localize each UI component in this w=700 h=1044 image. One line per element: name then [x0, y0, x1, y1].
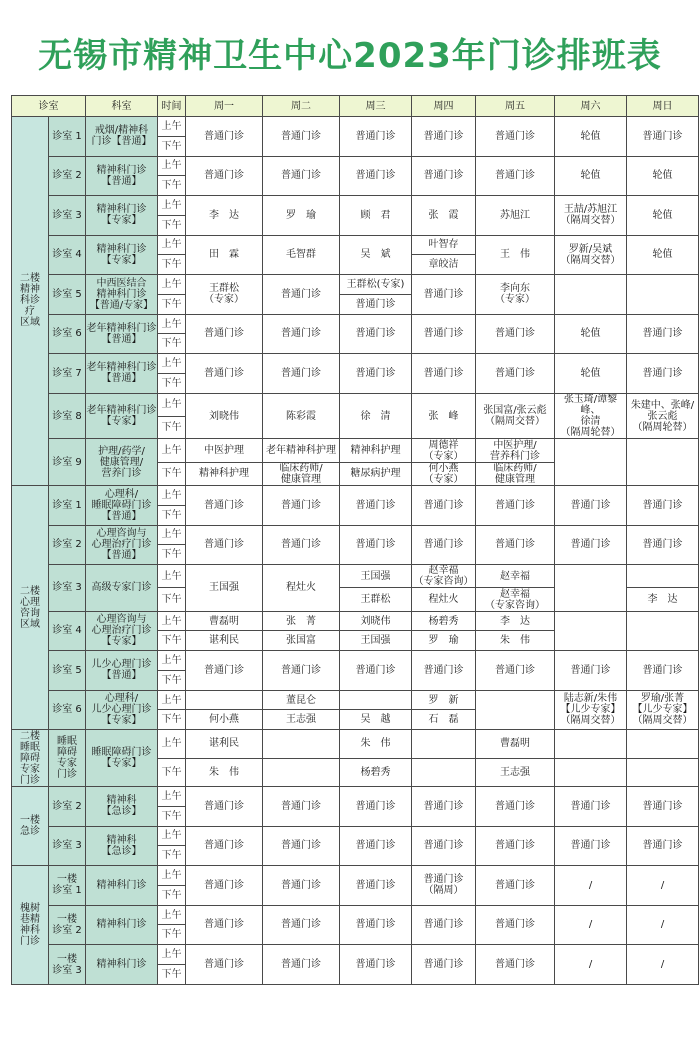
period-label: 上午: [158, 866, 186, 886]
area-label: 槐树 巷精 神科 门诊: [12, 866, 49, 985]
schedule-row: [12, 651, 699, 671]
dept-label: 心理咨询与 心理治疗门诊 【专家】: [86, 611, 158, 651]
schedule-cell: 普通门诊: [263, 117, 340, 157]
schedule-cell: [555, 275, 627, 315]
schedule-cell: 何小燕 （专家）: [412, 462, 476, 485]
dept-label: 心理科/ 儿少心理门诊 【专家】: [86, 690, 158, 730]
schedule-cell: 普通门诊: [555, 651, 627, 691]
schedule-cell: 精神科护理: [340, 439, 412, 462]
period-label: 下午: [158, 255, 186, 275]
schedule-cell: 老年精神科护理: [263, 439, 340, 462]
period-label: 上午: [158, 393, 186, 416]
schedule-cell: 普通门诊: [555, 525, 627, 565]
dept-label: 心理科/ 睡眠障碍门诊 【普通】: [86, 485, 158, 525]
room-label: 一楼 诊室 3: [49, 945, 86, 985]
room-label: 诊室 3: [49, 826, 86, 866]
schedule-row: [12, 393, 699, 416]
schedule-row: [12, 866, 699, 886]
schedule-cell: 罗 新: [412, 690, 476, 710]
schedule-cell: 王群松: [340, 588, 412, 611]
header-day: 周六: [555, 96, 627, 117]
dept-label: 护理/药学/ 健康管理/ 营养门诊: [86, 439, 158, 486]
dept-label: 儿少心理门诊 【普通】: [86, 651, 158, 691]
schedule-row: [12, 439, 699, 462]
schedule-cell: 普通门诊: [627, 117, 699, 157]
schedule-cell: 刘晓伟: [186, 393, 263, 439]
period-label: 上午: [158, 354, 186, 374]
schedule-cell: 普通门诊: [412, 525, 476, 565]
dept-label: 精神科门诊 【专家】: [86, 235, 158, 275]
schedule-cell: 普通门诊: [412, 826, 476, 866]
schedule-cell: 顾 君: [340, 196, 412, 236]
period-label: 上午: [158, 611, 186, 631]
room-label: 一楼 诊室 2: [49, 905, 86, 945]
schedule-cell: 朱 伟: [340, 730, 412, 758]
room-label: 诊室 5: [49, 651, 86, 691]
schedule-cell: /: [555, 945, 627, 985]
schedule-cell: 朱 伟: [476, 631, 555, 651]
schedule-cell: 普通门诊: [263, 525, 340, 565]
schedule-row: [12, 156, 699, 176]
schedule-cell: 普通门诊: [340, 354, 412, 394]
period-label: 上午: [158, 905, 186, 925]
schedule-cell: 罗新/吴斌 （隔周交替）: [555, 235, 627, 275]
dept-label: 高级专家门诊: [86, 565, 158, 612]
schedule-cell: 王喆/苏旭江 （隔周交替）: [555, 196, 627, 236]
schedule-table: [11, 95, 699, 985]
schedule-row: [12, 485, 699, 505]
schedule-cell: 普通门诊: [340, 485, 412, 525]
schedule-cell: 王志强: [263, 710, 340, 730]
period-label: 上午: [158, 945, 186, 965]
schedule-cell: 普通门诊: [412, 485, 476, 525]
schedule-cell: 杨碧秀: [412, 611, 476, 631]
schedule-cell: 普通门诊: [186, 826, 263, 866]
schedule-cell: 普通门诊: [412, 275, 476, 315]
header-day: 周二: [263, 96, 340, 117]
period-label: 下午: [158, 885, 186, 905]
period-label: 下午: [158, 505, 186, 525]
room-label: 诊室 4: [49, 611, 86, 651]
schedule-cell: [186, 690, 263, 710]
period-label: 下午: [158, 136, 186, 156]
schedule-cell: 罗 瑜: [263, 196, 340, 236]
schedule-row: [12, 565, 699, 588]
header-day: 周五: [476, 96, 555, 117]
period-label: 下午: [158, 334, 186, 354]
schedule-cell: 苏旭江: [476, 196, 555, 236]
header-time: 时间: [158, 96, 186, 117]
period-label: 上午: [158, 690, 186, 710]
schedule-cell: 朱建中、张峰/ 张云彪 （隔周轮替）: [627, 393, 699, 439]
dept-label: 精神科 【急诊】: [86, 787, 158, 827]
schedule-cell: 普通门诊: [186, 485, 263, 525]
schedule-body: [12, 117, 699, 985]
schedule-cell: 轮值: [555, 314, 627, 354]
schedule-cell: 普通门诊: [476, 945, 555, 985]
schedule-cell: 普通门诊: [186, 314, 263, 354]
schedule-row: [12, 354, 699, 374]
schedule-cell: 刘晓伟: [340, 611, 412, 631]
schedule-cell: 普通门诊: [263, 866, 340, 906]
schedule-cell: 轮值: [627, 235, 699, 275]
header-dept: 科室: [86, 96, 158, 117]
schedule-cell: 普通门诊: [340, 945, 412, 985]
schedule-cell: 杨碧秀: [340, 758, 412, 786]
schedule-cell: 普通门诊: [476, 866, 555, 906]
schedule-cell: 董昆仑: [263, 690, 340, 710]
schedule-cell: 普通门诊: [186, 905, 263, 945]
schedule-cell: 普通门诊: [412, 117, 476, 157]
period-label: 下午: [158, 758, 186, 786]
schedule-cell: 普通门诊: [263, 945, 340, 985]
schedule-cell: 王群松 （专家）: [186, 275, 263, 315]
room-label: 诊室 9: [49, 439, 86, 486]
schedule-cell: 普通门诊: [263, 275, 340, 315]
schedule-cell: 李 达: [186, 196, 263, 236]
schedule-cell: 朱 伟: [186, 758, 263, 786]
schedule-cell: 普通门诊: [627, 787, 699, 827]
schedule-cell: 普通门诊: [627, 525, 699, 565]
period-label: 上午: [158, 826, 186, 846]
schedule-cell: 轮值: [555, 117, 627, 157]
schedule-cell: 普通门诊: [186, 866, 263, 906]
period-label: 下午: [158, 416, 186, 439]
schedule-cell: 何小燕: [186, 710, 263, 730]
schedule-row: [12, 314, 699, 334]
schedule-cell: 普通门诊: [412, 787, 476, 827]
schedule-cell: [627, 275, 699, 315]
schedule-cell: /: [627, 905, 699, 945]
header-row: [12, 96, 699, 117]
schedule-cell: 王志强: [476, 758, 555, 786]
schedule-cell: 李向东 （专家）: [476, 275, 555, 315]
dept-label: 睡眠障碍门诊 【专家】: [86, 730, 158, 787]
schedule-row: [12, 945, 699, 965]
schedule-cell: 普通门诊: [263, 485, 340, 525]
schedule-cell: 张国富/张云彪 （隔周交替）: [476, 393, 555, 439]
schedule-cell: [412, 758, 476, 786]
schedule-cell: 普通门诊: [412, 156, 476, 196]
schedule-cell: 赵幸福 （专家咨询）: [476, 588, 555, 611]
schedule-cell: 普通门诊: [340, 525, 412, 565]
schedule-cell: 王国强: [340, 631, 412, 651]
schedule-cell: 王国强: [186, 565, 263, 612]
room-label: 诊室 5: [49, 275, 86, 315]
room-label: 一楼 诊室 1: [49, 866, 86, 906]
schedule-cell: 毛智群: [263, 235, 340, 275]
header-day: 周三: [340, 96, 412, 117]
schedule-cell: 轮值: [627, 156, 699, 196]
period-label: 下午: [158, 670, 186, 690]
schedule-cell: 李 达: [476, 611, 555, 631]
schedule-cell: 临床药师/ 健康管理: [476, 462, 555, 485]
schedule-cell: 曹磊明: [476, 730, 555, 758]
schedule-cell: 吴 越: [340, 710, 412, 730]
schedule-cell: 普通门诊: [476, 156, 555, 196]
schedule-cell: 田 霖: [186, 235, 263, 275]
period-label: 上午: [158, 565, 186, 588]
schedule-cell: 王群松(专家): [340, 275, 412, 295]
area-label: 二楼 心理 咨询 区域: [12, 485, 49, 729]
dept-label: 精神科门诊: [86, 945, 158, 985]
schedule-cell: 普通门诊: [627, 314, 699, 354]
schedule-cell: 普通门诊: [340, 314, 412, 354]
schedule-cell: 张国富: [263, 631, 340, 651]
schedule-cell: 普通门诊: [412, 354, 476, 394]
schedule-row: [12, 117, 699, 137]
schedule-cell: 普通门诊: [476, 117, 555, 157]
schedule-cell: 普通门诊: [263, 651, 340, 691]
schedule-cell: 徐 清: [340, 393, 412, 439]
header-day: 周四: [412, 96, 476, 117]
schedule-cell: 普通门诊: [186, 156, 263, 196]
schedule-row: [12, 235, 699, 255]
schedule-cell: [555, 758, 627, 786]
schedule-cell: 糖尿病护理: [340, 462, 412, 485]
room-label: 诊室 3: [49, 196, 86, 236]
schedule-cell: 精神科护理: [186, 462, 263, 485]
schedule-cell: 轮值: [555, 156, 627, 196]
schedule-cell: 程灶火: [263, 565, 340, 612]
header-room: 诊室: [12, 96, 86, 117]
schedule-cell: 普通门诊 （隔周）: [412, 866, 476, 906]
area-label: 二楼 精神 科诊 疗 区域: [12, 117, 49, 486]
period-label: 上午: [158, 439, 186, 462]
schedule-cell: 普通门诊: [340, 651, 412, 691]
schedule-cell: 曹磊明: [186, 611, 263, 631]
schedule-cell: 谌利民: [186, 631, 263, 651]
header-day: 周一: [186, 96, 263, 117]
period-label: 上午: [158, 275, 186, 295]
schedule-row: [12, 611, 699, 631]
period-label: 上午: [158, 314, 186, 334]
schedule-cell: /: [627, 866, 699, 906]
schedule-cell: 程灶火: [412, 588, 476, 611]
period-label: 上午: [158, 730, 186, 758]
dept-label: 老年精神科门诊 【普通】: [86, 354, 158, 394]
dept-label: 精神科门诊: [86, 905, 158, 945]
schedule-row: [12, 826, 699, 846]
period-label: 下午: [158, 373, 186, 393]
schedule-cell: 章皎洁: [412, 255, 476, 275]
schedule-cell: 张玉琦/谭黎峰、 徐清 （隔周轮替）: [555, 393, 627, 439]
room-label: 诊室 2: [49, 525, 86, 565]
schedule-cell: 临床药师/ 健康管理: [263, 462, 340, 485]
period-label: 下午: [158, 846, 186, 866]
schedule-cell: 普通门诊: [340, 787, 412, 827]
schedule-cell: 普通门诊: [476, 525, 555, 565]
schedule-cell: 罗瑜/张菁 【儿少专家】 （隔周交替）: [627, 690, 699, 730]
schedule-cell: [627, 565, 699, 588]
schedule-cell: 周德祥 （专家）: [412, 439, 476, 462]
schedule-cell: 普通门诊: [476, 826, 555, 866]
schedule-cell: 普通门诊: [555, 787, 627, 827]
schedule-cell: 普通门诊: [412, 905, 476, 945]
schedule-cell: 普通门诊: [627, 354, 699, 394]
room-label: 诊室 6: [49, 314, 86, 354]
schedule-cell: [555, 730, 627, 758]
schedule-cell: 普通门诊: [263, 905, 340, 945]
schedule-row: [12, 525, 699, 545]
schedule-cell: 普通门诊: [476, 905, 555, 945]
schedule-cell: 叶智存: [412, 235, 476, 255]
room-label: 诊室 8: [49, 393, 86, 439]
schedule-cell: 李 达: [627, 588, 699, 611]
schedule-cell: [263, 730, 340, 758]
schedule-cell: [555, 439, 627, 486]
schedule-cell: 普通门诊: [476, 354, 555, 394]
schedule-cell: 陈彩霞: [263, 393, 340, 439]
schedule-cell: 王 伟: [476, 235, 555, 275]
schedule-cell: 普通门诊: [555, 485, 627, 525]
period-label: 上午: [158, 117, 186, 137]
area-label: 一楼 急诊: [12, 787, 49, 866]
schedule-cell: 张 峰: [412, 393, 476, 439]
schedule-cell: 普通门诊: [476, 485, 555, 525]
schedule-cell: 普通门诊: [476, 314, 555, 354]
schedule-cell: 普通门诊: [627, 651, 699, 691]
schedule-cell: [555, 611, 627, 651]
schedule-row: [12, 730, 699, 758]
schedule-cell: [340, 690, 412, 710]
schedule-cell: 普通门诊: [340, 294, 412, 314]
schedule-cell: 普通门诊: [555, 826, 627, 866]
schedule-cell: [627, 439, 699, 486]
schedule-row: [12, 275, 699, 295]
schedule-cell: 轮值: [555, 354, 627, 394]
schedule-cell: 普通门诊: [186, 945, 263, 985]
period-label: 下午: [158, 176, 186, 196]
schedule-cell: 张 菁: [263, 611, 340, 631]
dept-label: 心理咨询与 心理治疗门诊 【普通】: [86, 525, 158, 565]
dept-label: 精神科 【急诊】: [86, 826, 158, 866]
schedule-cell: [476, 690, 555, 730]
page-title: 无锡市精神卫生中心2023年门诊排班表: [38, 36, 662, 76]
schedule-cell: 谌利民: [186, 730, 263, 758]
period-label: 上午: [158, 525, 186, 545]
period-label: 上午: [158, 651, 186, 671]
schedule-row: [12, 196, 699, 216]
period-label: 下午: [158, 925, 186, 945]
room-label: 诊室 2: [49, 787, 86, 827]
schedule-cell: 普通门诊: [412, 314, 476, 354]
schedule-cell: 普通门诊: [340, 826, 412, 866]
schedule-cell: [627, 758, 699, 786]
room-label: 诊室 3: [49, 565, 86, 612]
period-label: 上午: [158, 235, 186, 255]
period-label: 下午: [158, 710, 186, 730]
schedule-cell: 普通门诊: [476, 787, 555, 827]
period-label: 上午: [158, 196, 186, 216]
schedule-cell: /: [555, 905, 627, 945]
schedule-cell: 普通门诊: [186, 525, 263, 565]
schedule-cell: 张 霞: [412, 196, 476, 236]
schedule-cell: 陆志新/朱伟 【儿少专家】 （隔周交替）: [555, 690, 627, 730]
schedule-cell: 普通门诊: [263, 826, 340, 866]
schedule-cell: 普通门诊: [186, 787, 263, 827]
schedule-cell: 中医护理: [186, 439, 263, 462]
schedule-cell: 普通门诊: [186, 117, 263, 157]
schedule-cell: 赵幸福: [476, 565, 555, 588]
room-label: 诊室 1: [49, 117, 86, 157]
dept-label: 精神科门诊 【普通】: [86, 156, 158, 196]
period-label: 下午: [158, 588, 186, 611]
period-label: 下午: [158, 545, 186, 565]
schedule-row: [12, 690, 699, 710]
period-label: 上午: [158, 156, 186, 176]
dept-label: 老年精神科门诊 【普通】: [86, 314, 158, 354]
room-label: 睡眠 障碍 专家 门诊: [49, 730, 86, 787]
schedule-cell: 普通门诊: [340, 905, 412, 945]
room-label: 诊室 1: [49, 485, 86, 525]
room-label: 诊室 4: [49, 235, 86, 275]
schedule-cell: 普通门诊: [476, 651, 555, 691]
schedule-cell: 普通门诊: [186, 651, 263, 691]
room-label: 诊室 6: [49, 690, 86, 730]
period-label: 下午: [158, 964, 186, 984]
schedule-cell: 普通门诊: [412, 651, 476, 691]
schedule-cell: [627, 611, 699, 651]
schedule-cell: /: [555, 866, 627, 906]
period-label: 下午: [158, 294, 186, 314]
schedule-row: [12, 905, 699, 925]
schedule-cell: [555, 565, 627, 612]
schedule-cell: /: [627, 945, 699, 985]
schedule-cell: 普通门诊: [263, 354, 340, 394]
schedule-cell: 普通门诊: [263, 314, 340, 354]
schedule-cell: 普通门诊: [263, 787, 340, 827]
area-label: 二楼 睡眠 障碍 专家 门诊: [12, 730, 49, 787]
dept-label: 中西医结合 精神科门诊 【普通/专家】: [86, 275, 158, 315]
schedule-cell: 普通门诊: [340, 117, 412, 157]
schedule-cell: 普通门诊: [340, 866, 412, 906]
period-label: 上午: [158, 787, 186, 807]
schedule-cell: 普通门诊: [186, 354, 263, 394]
period-label: 下午: [158, 631, 186, 651]
schedule-row: [12, 787, 699, 807]
dept-label: 精神科门诊: [86, 866, 158, 906]
schedule-cell: 石 磊: [412, 710, 476, 730]
schedule-cell: [627, 730, 699, 758]
dept-label: 老年精神科门诊 【专家】: [86, 393, 158, 439]
schedule-cell: [263, 758, 340, 786]
schedule-cell: 吴 斌: [340, 235, 412, 275]
schedule-cell: 轮值: [627, 196, 699, 236]
room-label: 诊室 2: [49, 156, 86, 196]
schedule-cell: 普通门诊: [412, 945, 476, 985]
schedule-cell: 普通门诊: [627, 485, 699, 525]
period-label: 下午: [158, 462, 186, 485]
dept-label: 精神科门诊 【专家】: [86, 196, 158, 236]
schedule-cell: 普通门诊: [340, 156, 412, 196]
room-label: 诊室 7: [49, 354, 86, 394]
schedule-cell: 中医护理/ 营养科门诊: [476, 439, 555, 462]
period-label: 下午: [158, 806, 186, 826]
schedule-cell: 罗 瑜: [412, 631, 476, 651]
period-label: 上午: [158, 485, 186, 505]
schedule-cell: 普通门诊: [263, 156, 340, 196]
schedule-cell: 赵幸福 （专家咨询）: [413, 565, 474, 588]
period-label: 下午: [158, 215, 186, 235]
schedule-cell: 王国强: [340, 565, 412, 588]
schedule-cell: [412, 730, 476, 758]
dept-label: 戒烟/精神科 门诊【普通】: [86, 117, 158, 157]
schedule-cell: 普通门诊: [627, 826, 699, 866]
header-day: 周日: [627, 96, 699, 117]
